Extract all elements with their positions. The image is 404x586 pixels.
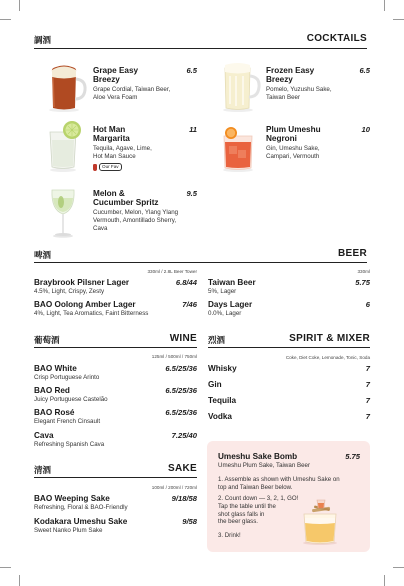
section-divider [34,262,367,263]
menu-item-name: Whisky [208,364,237,373]
sake-bomb-price: 5.75 [345,452,360,461]
menu-item-name: Tequila [208,396,237,405]
menu-item-description: Grape Cordial, Taiwan Beer, Aloe Vera Foam [93,86,171,101]
menu-item-price: 6.5/25/36 [165,364,197,373]
crop-mark [0,19,11,20]
menu-item-description: 4%, Light, Tea Aromatics, Faint Bitterness [34,310,149,317]
sake-bomb-description: Umeshu Plum Sake, Taiwan Beer [218,462,311,469]
menu-item-price: 6.5/25/36 [165,386,197,395]
menu-item-price: 7/46 [182,300,197,309]
grape-easy-breezy-drink-image [44,64,88,112]
menu-item-price: 7.25/40 [171,431,197,440]
wine-title-en: WINE [169,333,197,344]
menu-item-description: Refreshing, Floral & BAO-Friendly [34,504,128,511]
menu-item-name: Melon & Cucumber Spritz [93,189,159,208]
menu-item-name: BAO Weeping Sake [34,494,110,503]
wine-serving-note: 125ml / 500ml / 750ml [151,354,197,359]
spirit-title-zh: 烈酒 [208,336,226,346]
menu-item-description: Pomelo, Yuzushu Sake, Taiwan Beer [266,86,332,101]
section-divider [34,477,197,478]
menu-item-price: 7 [365,380,370,389]
hot-man-margarita-drink-image [44,120,84,172]
menu-item-name: Taiwan Beer [208,278,256,287]
plum-umeshu-negroni-drink-image [218,122,260,172]
menu-item-price: 9/58 [182,517,197,526]
section-divider [208,347,370,348]
menu-item-description: 0.0%, Lager [208,310,242,317]
menu-item-name: Gin [208,380,222,389]
beer-serving-note: 330ml [357,269,370,274]
menu-item-description: Elegant French Cinsault [34,418,101,425]
beer-title-zh: 啤酒 [34,251,52,261]
section-divider [34,48,367,49]
spirit-mixer-note: Coke, Diet Coke, Lemonade, Tonic, Soda [285,355,370,360]
crop-mark [393,19,404,20]
menu-item-description: Juicy Portuguese Castelão [34,396,108,403]
sake-title-en: SAKE [168,463,197,474]
menu-item-name: BAO Red [34,386,70,395]
menu-item-name: BAO Oolong Amber Lager [34,300,136,309]
menu-item-price: 7 [365,364,370,373]
our-fav-badge [93,163,122,171]
crop-mark [19,0,20,11]
menu-item-name: BAO Rosé [34,408,75,417]
menu-item-name: Grape Easy Breezy [93,66,139,85]
menu-item-description: Tequila, Agave, Lime, Hot Man Sauce [93,145,152,160]
cocktails-title-zh: 調酒 [34,36,52,46]
sake-bomb-step: 2. Count down — 3, 2, 1, GO! Tap the table until the shot glass falls in the beer glass. [218,495,299,526]
menu-item-description: Refreshing Spanish Cava [34,441,105,448]
menu-item-price: 7 [365,396,370,405]
beer-title-en: BEER [338,248,367,259]
menu-item-name: Cava [34,431,54,440]
sake-bomb-step: 3. Drink! [218,532,241,539]
menu-item-price: 10 [361,125,370,134]
crop-mark [384,575,385,586]
menu-item-name: Kodakara Umeshu Sake [34,517,128,526]
menu-item-description: Cucumber, Melon, Ylang Ylang Vermouth, Amontillado Sherry, Cava [93,209,179,232]
menu-item-price: 7 [365,412,370,421]
crop-mark [19,575,20,586]
menu-item-price: 6.8/44 [175,278,197,287]
menu-item-name: Plum Umeshu Negroni [266,125,321,144]
beer-serving-note: 330ml / 2.8L Beer Tower [147,269,197,274]
cocktails-title-en: COCKTAILS [306,33,367,44]
menu-item-price: 6 [365,300,370,309]
sake-serving-note: 100ml / 200ml / 720ml [151,485,197,490]
chili-icon [93,164,97,171]
menu-item-price: 6.5 [359,66,370,75]
menu-item-description: Gin, Umeshu Sake, Campari, Vermouth [266,145,320,160]
sake-bomb-step: 1. Assemble as shown with Umeshu Sake on top and Taiwan Beer below. [218,476,340,491]
crop-mark [384,0,385,11]
menu-item-name: Vodka [208,412,232,421]
sake-bomb-name: Umeshu Sake Bomb [218,452,298,461]
sake-title-zh: 清酒 [34,466,52,476]
menu-item-description: 5%, Lager [208,288,237,295]
spirit-title-en: SPIRIT & MIXER [289,333,370,344]
menu-item-name: BAO White [34,364,77,373]
menu-item-price: 9/18/58 [171,494,197,503]
menu-item-price: 6.5/25/36 [165,408,197,417]
our-fav-tag: Our Fav [99,163,122,171]
crop-mark [393,567,404,568]
menu-item-name: Braybrook Pilsner Lager [34,278,130,287]
menu-item-description: Sweet Nanko Plum Sake [34,527,103,534]
menu-item-name: Hot Man Margarita [93,125,130,144]
menu-item-name: Frozen Easy Breezy [266,66,315,85]
crop-mark [0,567,11,568]
frozen-easy-breezy-drink-image [218,62,262,112]
wine-title-zh: 葡萄酒 [34,336,60,346]
section-divider [34,347,197,348]
menu-item-description: Crisp Portuguese Arinto [34,374,100,381]
menu-item-price: 9.5 [186,189,197,198]
sake-bomb-glass-image [290,498,352,546]
melon-cucumber-spritz-drink-image [46,184,80,238]
menu-item-price: 5.75 [355,278,370,287]
menu-item-name: Days Lager [208,300,253,309]
menu-item-price: 6.5 [186,66,197,75]
menu-item-price: 11 [189,125,197,134]
menu-item-description: 4.5%, Light, Crispy, Zesty [34,288,105,295]
